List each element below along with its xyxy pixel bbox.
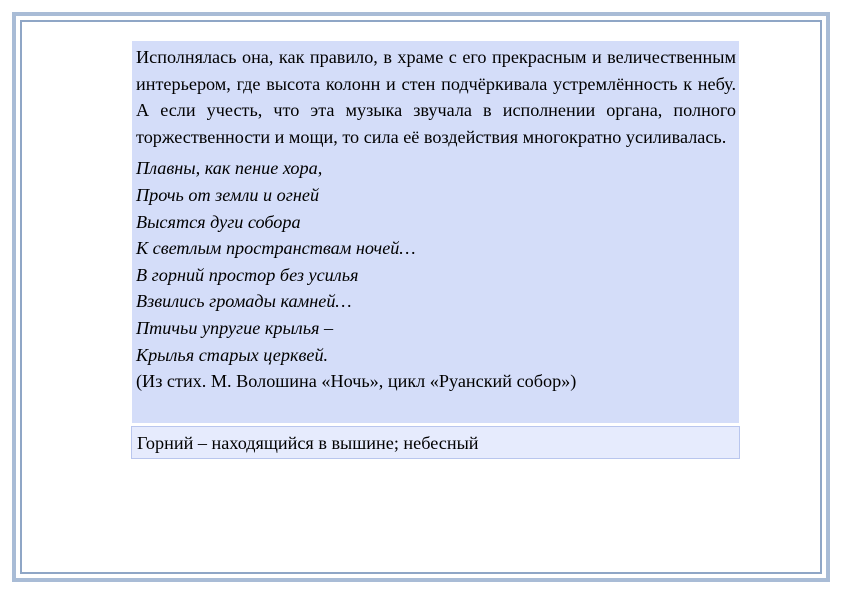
poem-line: Взвились громады камней… <box>136 291 352 312</box>
poem <box>136 155 736 368</box>
poem-source: (Из стих. М. Волошина «Ночь», цикл «Руанский собор») <box>136 371 577 392</box>
poem-line: Крылья старых церквей. <box>136 344 329 365</box>
poem-line: Птичьи упругие крылья – <box>136 317 334 338</box>
poem-line: Плавны, как пение хора, <box>136 158 323 179</box>
intro-paragraph: Исполнялась она, как правило, в храме с его прекрасным и величественным интерьером, где высота колонн и стен подчёркивала устремлённость к небу. А если учесть, что эта музыка звучала в исполнении органа, полного торжественности и мощи, то сила её воздействия многократно усиливалась. <box>136 47 736 147</box>
poem-line: Прочь от земли и огней <box>136 184 320 205</box>
main-text-block <box>132 41 739 423</box>
footnote-box: Горний – находящийся в вышине; небесный <box>131 426 740 459</box>
poem-line: К светлым пространствам ночей… <box>136 238 416 259</box>
poem-line: В горний простор без усилья <box>136 264 359 285</box>
poem-line: Высятся дуги собора <box>136 211 301 232</box>
